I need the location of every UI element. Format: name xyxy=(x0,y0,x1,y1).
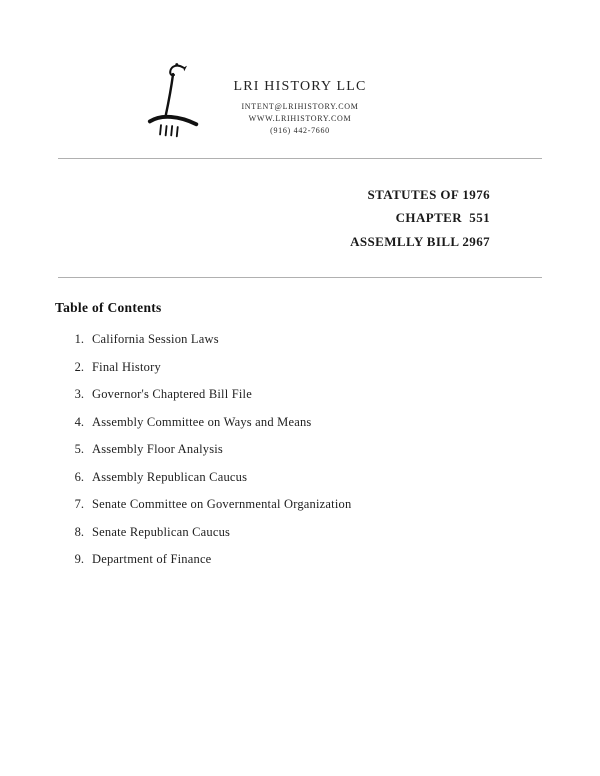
item-label: Assembly Republican Caucus xyxy=(92,469,248,484)
item-number: 9. xyxy=(74,552,84,567)
list-item xyxy=(68,552,600,580)
item-number: 4. xyxy=(74,414,84,429)
company-phone: (916) 442-7660 xyxy=(270,126,330,136)
item-label: Department of Finance xyxy=(92,552,212,567)
item-number: 7. xyxy=(74,497,84,512)
item-label: California Session Laws xyxy=(92,332,219,347)
list-item xyxy=(68,470,600,498)
toc-list xyxy=(68,332,600,580)
company-name: LRI HISTORY LLC xyxy=(233,79,367,94)
item-label: Senate Republican Caucus xyxy=(92,524,231,539)
item-label: Assembly Committee on Ways and Means xyxy=(92,414,312,429)
item-label: Final History xyxy=(92,359,161,374)
company-website: WWW.LRIHISTORY.COM xyxy=(248,114,352,124)
item-number: 6. xyxy=(74,469,84,484)
item-number: 2. xyxy=(74,359,84,374)
item-number: 1. xyxy=(74,332,84,347)
item-label: Governor's Chaptered Bill File xyxy=(92,387,252,402)
toc-heading: Table of Contents xyxy=(55,300,162,316)
item-number: 5. xyxy=(74,442,84,457)
list-item xyxy=(68,442,600,470)
table-of-contents xyxy=(0,278,600,580)
list-item xyxy=(68,360,600,388)
company-email: INTENT@LRIHISTORY.COM xyxy=(241,101,359,111)
list-item xyxy=(68,525,600,553)
list-item xyxy=(68,497,600,525)
item-label: Senate Committee on Governmental Organization xyxy=(92,497,352,512)
item-label: Assembly Floor Analysis xyxy=(92,442,223,457)
chapter-line: CHAPTER 551 xyxy=(395,210,490,226)
document-title-block xyxy=(0,159,600,277)
item-number: 8. xyxy=(74,524,84,539)
list-item xyxy=(68,332,600,360)
item-number: 3. xyxy=(74,387,84,402)
letterhead xyxy=(0,0,600,158)
statutes-line: STATUTES OF 1976 xyxy=(367,187,490,202)
list-item xyxy=(68,387,600,415)
list-item xyxy=(68,415,600,443)
bill-line: ASSEMLLY BILL 2967 xyxy=(350,233,490,249)
letterhead-text xyxy=(0,76,600,138)
